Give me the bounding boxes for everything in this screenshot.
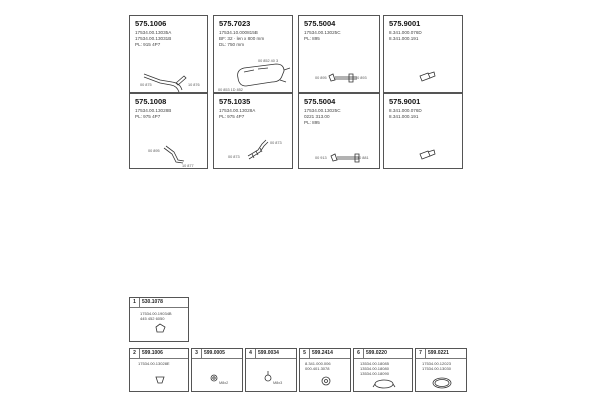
- bolt-drawing: [246, 349, 298, 393]
- kit-line: 445 452 6050: [140, 316, 165, 321]
- accessory-code: 599.2414: [312, 350, 333, 356]
- pipe-drawing: [299, 94, 381, 170]
- accessory-line: 17534.00.13030: [422, 366, 451, 371]
- diagram-label: 10 881: [357, 156, 369, 160]
- reference-line: 8.341.000.076D: [389, 108, 422, 113]
- gasket-drawing: [130, 349, 190, 393]
- reference-line: 17534.00.13035A: [135, 30, 172, 35]
- part-card[interactable]: [213, 15, 293, 93]
- part-number: 575.7023: [219, 19, 251, 28]
- hanger-drawing: [300, 349, 352, 393]
- part-card[interactable]: [298, 15, 380, 93]
- reference-line: DL: 750 mm: [219, 42, 245, 47]
- accessory-box[interactable]: [245, 348, 297, 392]
- part-number: 575.5004: [304, 97, 336, 106]
- reference-line: 17534.00.13028A: [219, 108, 256, 113]
- accessory-code: 599.0220: [366, 350, 387, 356]
- part-number: 575.9001: [389, 97, 421, 106]
- accessory-index: 6: [354, 349, 364, 358]
- mounting-kit-box[interactable]: [129, 297, 189, 342]
- diagram-label: 10 893: [355, 76, 367, 80]
- accessory-line: 17534.00.13028E: [138, 361, 170, 366]
- accessory-line: 17534.00.12023: [422, 361, 451, 366]
- diagram-label: 00 913: [315, 156, 327, 160]
- part-card[interactable]: [383, 15, 463, 93]
- accessory-index: 2: [130, 349, 140, 358]
- kit-code: 530.1078: [142, 299, 163, 305]
- accessory-label: M8x2: [219, 381, 229, 385]
- part-card[interactable]: [129, 93, 208, 169]
- accessory-index: 4: [246, 349, 256, 358]
- accessory-box[interactable]: [415, 348, 467, 392]
- diagram-label: 00 873: [270, 141, 282, 145]
- reference-line: PL: 975 4P7: [219, 114, 245, 119]
- part-number: 575.1008: [135, 97, 167, 106]
- accessory-line: 13534.00.18085: [360, 361, 389, 366]
- accessory-box[interactable]: [191, 348, 243, 392]
- reference-line: 17534.10.000815B: [219, 30, 258, 35]
- diagram-label: 00 875: [140, 83, 152, 87]
- accessory-box[interactable]: [353, 348, 413, 392]
- pipe-drawing: [130, 16, 209, 94]
- reference-line: 8.341.000.191: [389, 114, 419, 119]
- accessory-line: 13534.00.18080: [360, 366, 389, 371]
- part-number: 575.1035: [219, 97, 251, 106]
- reference-line: PL: 895: [304, 36, 320, 41]
- reference-line: BF: 32 · len x 800 mm: [219, 36, 265, 41]
- part-card[interactable]: [213, 93, 293, 169]
- diagram-label: 00 853 1D 852: [218, 88, 243, 92]
- clamp-drawing: [130, 298, 190, 343]
- accessory-line: 000.401.3078: [305, 366, 330, 371]
- accessory-line: 13534.00.18090: [360, 371, 389, 376]
- accessory-index: 3: [192, 349, 202, 358]
- diagram-label: 10 877: [182, 164, 194, 168]
- diagram-label: 10 876: [188, 83, 200, 87]
- clamp-drawing: [354, 349, 414, 393]
- nut-drawing: [192, 349, 244, 393]
- accessory-line: 8.341.000.006: [305, 361, 331, 366]
- diagram-label: 00 852 40 3: [258, 59, 279, 63]
- kit-index: 1: [130, 298, 140, 307]
- kit-line: 17534.00.19034B: [140, 311, 172, 316]
- accessory-box[interactable]: [299, 348, 351, 392]
- diagram-label: 00 873: [228, 155, 240, 159]
- muffler-drawing: [214, 16, 294, 94]
- reference-line: 17534.00.13025C: [304, 108, 341, 113]
- diagram-label: 00 895: [148, 149, 160, 153]
- reference-line: 0221 313.00: [304, 114, 330, 119]
- reference-line: PL: 895: [304, 120, 320, 125]
- reference-line: 17534.00.13031B: [135, 36, 172, 41]
- pipe-drawing: [130, 94, 209, 170]
- accessory-code: 599.0005: [204, 350, 225, 356]
- reference-line: 17534.00.13025C: [304, 30, 341, 35]
- part-number: 575.5004: [304, 19, 336, 28]
- reference-line: PL: 915 4P7: [135, 42, 161, 47]
- reference-line: 8.341.000.076D: [389, 30, 422, 35]
- part-card[interactable]: [129, 15, 208, 93]
- part-card[interactable]: [298, 93, 380, 169]
- reference-line: PL: 975 4P7: [135, 114, 161, 119]
- pipe-drawing: [299, 16, 381, 94]
- reference-line: 8.341.000.191: [389, 36, 419, 41]
- pipe-drawing: [214, 94, 294, 170]
- accessory-code: 599.0034: [258, 350, 279, 356]
- accessory-label: M8x3: [273, 381, 283, 385]
- accessory-code: 599.1006: [142, 350, 163, 356]
- diagram-label: 00 895: [315, 76, 327, 80]
- tailpipe-drawing: [384, 16, 464, 94]
- accessory-index: 7: [416, 349, 426, 358]
- part-card[interactable]: [383, 93, 463, 169]
- reference-line: 17534.00.13028B: [135, 108, 172, 113]
- part-number: 575.1006: [135, 19, 167, 28]
- accessory-box[interactable]: [129, 348, 189, 392]
- accessory-index: 5: [300, 349, 310, 358]
- ring-drawing: [416, 349, 468, 393]
- tailpipe-drawing: [384, 94, 464, 170]
- part-number: 575.9001: [389, 19, 421, 28]
- accessory-code: 599.0221: [428, 350, 449, 356]
